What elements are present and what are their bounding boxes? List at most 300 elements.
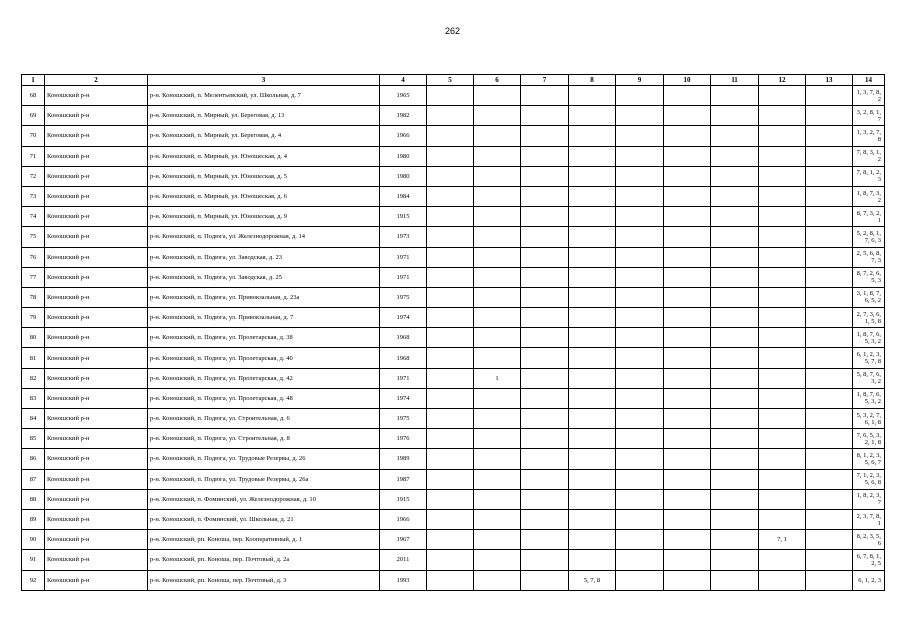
table-cell: 8, 7, 2, 6, 5, 3 bbox=[853, 267, 885, 287]
table-cell: Коношский р-н bbox=[45, 287, 148, 307]
table-cell bbox=[711, 267, 759, 287]
table-cell: р-н. Коношский, п. Подюга, ул. Привокзальная, д. 23а bbox=[148, 287, 380, 307]
table-cell bbox=[569, 247, 616, 267]
table-cell bbox=[711, 287, 759, 307]
table-cell bbox=[521, 166, 569, 186]
table-cell bbox=[616, 186, 664, 206]
table-cell bbox=[759, 449, 806, 469]
table-cell bbox=[759, 368, 806, 388]
table-cell bbox=[616, 287, 664, 307]
table-cell bbox=[474, 247, 521, 267]
table-cell bbox=[474, 86, 521, 106]
table-cell bbox=[616, 368, 664, 388]
table-row bbox=[22, 530, 885, 550]
table-cell: 1966 bbox=[380, 509, 427, 529]
table-cell: 1973 bbox=[380, 227, 427, 247]
table-cell bbox=[711, 186, 759, 206]
table-cell bbox=[569, 186, 616, 206]
table-cell bbox=[616, 126, 664, 146]
table-cell bbox=[664, 106, 711, 126]
column-header: 8 bbox=[569, 75, 616, 86]
table-cell bbox=[521, 429, 569, 449]
table-cell bbox=[474, 550, 521, 570]
table-cell bbox=[616, 247, 664, 267]
table-cell: р-н. Коношский, п. Фоминский, ул. Школьная, д. 21 bbox=[148, 509, 380, 529]
table-row bbox=[22, 550, 885, 570]
table-cell bbox=[759, 348, 806, 368]
table-cell bbox=[569, 267, 616, 287]
table-cell bbox=[427, 368, 474, 388]
table-cell bbox=[759, 287, 806, 307]
table-cell: р-н. Коношский, п. Подюга, ул. Пролетарская, д. 48 bbox=[148, 388, 380, 408]
table-cell bbox=[664, 287, 711, 307]
table-cell bbox=[474, 287, 521, 307]
table-cell: 73 bbox=[22, 186, 45, 206]
table-cell bbox=[806, 429, 853, 449]
table-cell: 1 bbox=[474, 368, 521, 388]
table-cell: 1968 bbox=[380, 348, 427, 368]
table-cell: 80 bbox=[22, 328, 45, 348]
table-cell bbox=[616, 227, 664, 247]
table-cell: 2, 5, 6, 8, 7, 3 bbox=[853, 247, 885, 267]
table-cell bbox=[616, 550, 664, 570]
table-cell: р-н. Коношский, рп. Коноша, пер. Кооперативный, д. 1 bbox=[148, 530, 380, 550]
table-cell: 7, 1, 2, 3, 5, 6, 8 bbox=[853, 469, 885, 489]
table-cell bbox=[521, 207, 569, 227]
table-cell bbox=[474, 449, 521, 469]
table-cell: 87 bbox=[22, 469, 45, 489]
table-cell bbox=[616, 530, 664, 550]
table-cell: 72 bbox=[22, 166, 45, 186]
table-cell bbox=[806, 126, 853, 146]
table-cell: 1, 3, 7, 8, 2 bbox=[853, 86, 885, 106]
table-cell bbox=[711, 489, 759, 509]
table-cell bbox=[569, 429, 616, 449]
table-cell: Коношский р-н bbox=[45, 207, 148, 227]
table-cell bbox=[474, 409, 521, 429]
table-cell bbox=[427, 106, 474, 126]
table-cell: Коношский р-н bbox=[45, 489, 148, 509]
table-row bbox=[22, 106, 885, 126]
table-cell: 8, 2, 3, 5, 6 bbox=[853, 530, 885, 550]
table-cell bbox=[521, 267, 569, 287]
table-row bbox=[22, 388, 885, 408]
table-cell: 1, 8, 7, 6, 5, 3, 2 bbox=[853, 388, 885, 408]
table-cell bbox=[474, 126, 521, 146]
table-cell bbox=[759, 409, 806, 429]
table-cell bbox=[521, 86, 569, 106]
table-cell: 84 bbox=[22, 409, 45, 429]
table-cell bbox=[759, 247, 806, 267]
table-cell: р-н. Коношский, п. Подюга, ул. Трудовые Резервы, д. 26 bbox=[148, 449, 380, 469]
table-cell: 1974 bbox=[380, 308, 427, 328]
table-cell bbox=[569, 308, 616, 328]
table-cell bbox=[521, 348, 569, 368]
table-cell bbox=[569, 530, 616, 550]
table-cell: Коношский р-н bbox=[45, 247, 148, 267]
table-cell bbox=[806, 146, 853, 166]
table-row bbox=[22, 489, 885, 509]
table-cell: Коношский р-н bbox=[45, 388, 148, 408]
data-table bbox=[21, 74, 885, 591]
column-header: 1 bbox=[22, 75, 45, 86]
table-cell bbox=[616, 308, 664, 328]
table-cell: Коношский р-н bbox=[45, 308, 148, 328]
table-row bbox=[22, 409, 885, 429]
table-cell: 8, 7, 3, 2, 1 bbox=[853, 207, 885, 227]
table-cell bbox=[759, 489, 806, 509]
table-cell bbox=[806, 550, 853, 570]
column-header: 10 bbox=[664, 75, 711, 86]
table-cell: Коношский р-н bbox=[45, 530, 148, 550]
table-cell: 1982 bbox=[380, 106, 427, 126]
table-cell: 1987 bbox=[380, 469, 427, 489]
table-cell bbox=[806, 570, 853, 590]
table-cell bbox=[664, 368, 711, 388]
table-cell: р-н. Коношский, п. Мирный, ул. Юношеская, д. 9 bbox=[148, 207, 380, 227]
table-cell bbox=[616, 429, 664, 449]
table-cell bbox=[711, 126, 759, 146]
table-cell bbox=[759, 126, 806, 146]
table-cell bbox=[711, 166, 759, 186]
table-cell bbox=[521, 388, 569, 408]
table-cell: 5, 3, 2, 7, 6, 1, 8 bbox=[853, 409, 885, 429]
table-cell bbox=[427, 429, 474, 449]
table-cell: 85 bbox=[22, 429, 45, 449]
table-cell: р-н. Коношский, п. Фоминский, ул. Железнодорожная, д. 10 bbox=[148, 489, 380, 509]
table-cell: 1971 bbox=[380, 368, 427, 388]
table-cell: 1915 bbox=[380, 207, 427, 227]
table-cell: Коношский р-н bbox=[45, 267, 148, 287]
table-cell bbox=[521, 308, 569, 328]
table-cell bbox=[664, 86, 711, 106]
table-cell bbox=[711, 469, 759, 489]
table-cell bbox=[664, 429, 711, 449]
table-cell: Коношский р-н bbox=[45, 368, 148, 388]
table-cell: Коношский р-н bbox=[45, 409, 148, 429]
table-cell bbox=[427, 449, 474, 469]
table-cell: Коношский р-н bbox=[45, 146, 148, 166]
table-cell bbox=[616, 469, 664, 489]
table-cell bbox=[521, 227, 569, 247]
table-cell bbox=[427, 126, 474, 146]
table-cell: 1, 8, 7, 3, 2 bbox=[853, 186, 885, 206]
table-cell bbox=[806, 207, 853, 227]
table-cell bbox=[711, 509, 759, 529]
table-cell: 2, 7, 3, 6, 1, 5, 8 bbox=[853, 308, 885, 328]
table-cell: 6, 7, 8, 1, 2, 5 bbox=[853, 550, 885, 570]
table-cell: р-н. Коношский, п. Подюга, ул. Пролетарская, д. 38 bbox=[148, 328, 380, 348]
table-cell: 7, 8, 3, 1, 2 bbox=[853, 146, 885, 166]
table-cell: Коношский р-н bbox=[45, 429, 148, 449]
table-cell bbox=[616, 146, 664, 166]
table-cell bbox=[759, 429, 806, 449]
table-cell bbox=[664, 328, 711, 348]
table-cell bbox=[664, 146, 711, 166]
table-cell bbox=[806, 166, 853, 186]
table-cell bbox=[521, 126, 569, 146]
table-cell bbox=[806, 348, 853, 368]
table-cell bbox=[474, 207, 521, 227]
table-cell: 86 bbox=[22, 449, 45, 469]
table-cell bbox=[806, 267, 853, 287]
table-cell: 68 bbox=[22, 86, 45, 106]
table-cell: 2, 3, 7, 8, 1 bbox=[853, 509, 885, 529]
table-cell: р-н. Коношский, п. Подюга, ул. Строительная, д. 6 bbox=[148, 409, 380, 429]
table-cell: Коношский р-н bbox=[45, 186, 148, 206]
table-cell: 5, 8, 7, 6, 3, 2 bbox=[853, 368, 885, 388]
table-cell bbox=[759, 469, 806, 489]
table-cell bbox=[711, 570, 759, 590]
table-cell bbox=[664, 530, 711, 550]
table-cell bbox=[759, 328, 806, 348]
table-row bbox=[22, 287, 885, 307]
table-cell: 7, 1 bbox=[759, 530, 806, 550]
table-cell: р-н. Коношский, п. Подюга, ул. Пролетарская, д. 40 bbox=[148, 348, 380, 368]
column-header: 4 bbox=[380, 75, 427, 86]
table-cell bbox=[806, 308, 853, 328]
table-cell: 83 bbox=[22, 388, 45, 408]
table-cell: 1, 8, 2, 3, 7 bbox=[853, 489, 885, 509]
table-cell bbox=[759, 267, 806, 287]
table-cell bbox=[711, 86, 759, 106]
table-cell: Коношский р-н bbox=[45, 166, 148, 186]
table-cell bbox=[759, 388, 806, 408]
table-cell bbox=[711, 368, 759, 388]
table-cell bbox=[427, 86, 474, 106]
column-header: 7 bbox=[521, 75, 569, 86]
table-cell bbox=[664, 207, 711, 227]
table-cell bbox=[474, 509, 521, 529]
table-cell: 71 bbox=[22, 146, 45, 166]
table-cell bbox=[711, 429, 759, 449]
table-cell bbox=[759, 207, 806, 227]
table-cell bbox=[759, 509, 806, 529]
table-cell: 70 bbox=[22, 126, 45, 146]
table-cell bbox=[427, 186, 474, 206]
table-cell bbox=[664, 449, 711, 469]
table-cell bbox=[427, 166, 474, 186]
table-cell bbox=[474, 429, 521, 449]
table-cell bbox=[759, 308, 806, 328]
table-cell: р-н. Коношский, п. Мелентьевский, ул. Школьная, д. 7 bbox=[148, 86, 380, 106]
table-cell bbox=[521, 146, 569, 166]
table-cell bbox=[759, 146, 806, 166]
table-cell: р-н. Коношский, п. Мирный, ул. Юношеская, д. 6 bbox=[148, 186, 380, 206]
table-cell bbox=[569, 207, 616, 227]
table-cell: 1980 bbox=[380, 166, 427, 186]
table-cell bbox=[711, 227, 759, 247]
table-cell bbox=[664, 247, 711, 267]
table-cell bbox=[664, 308, 711, 328]
table-cell bbox=[664, 126, 711, 146]
table-cell bbox=[569, 388, 616, 408]
table-cell: 79 bbox=[22, 308, 45, 328]
table-cell: 1993 bbox=[380, 570, 427, 590]
table-cell bbox=[569, 550, 616, 570]
table-cell bbox=[569, 489, 616, 509]
table-cell bbox=[664, 388, 711, 408]
table-cell: 1968 bbox=[380, 328, 427, 348]
table-body bbox=[22, 86, 885, 591]
table-cell: 5, 7, 8 bbox=[569, 570, 616, 590]
table-cell: р-н. Коношский, п. Подюга, ул. Привокзальная, д. 7 bbox=[148, 308, 380, 328]
table-cell: 1967 bbox=[380, 530, 427, 550]
table-cell bbox=[711, 207, 759, 227]
table-cell: 8, 1, 2, 3, 5, 6, 7 bbox=[853, 449, 885, 469]
table-cell bbox=[569, 287, 616, 307]
table-cell bbox=[569, 106, 616, 126]
table-cell: р-н. Коношский, п. Подюга, ул. Заводская, д. 25 bbox=[148, 267, 380, 287]
table-cell bbox=[427, 509, 474, 529]
table-cell bbox=[474, 328, 521, 348]
table-cell bbox=[474, 308, 521, 328]
table-cell: 1971 bbox=[380, 247, 427, 267]
table-cell bbox=[711, 530, 759, 550]
table-cell bbox=[474, 530, 521, 550]
table-cell bbox=[521, 186, 569, 206]
table-cell bbox=[664, 570, 711, 590]
table-cell bbox=[521, 409, 569, 429]
table-cell: р-н. Коношский, п. Мирный, ул. Береговая, д. 4 bbox=[148, 126, 380, 146]
table-cell: 1965 bbox=[380, 86, 427, 106]
table-cell bbox=[806, 106, 853, 126]
column-header: 2 bbox=[45, 75, 148, 86]
table-cell bbox=[711, 409, 759, 429]
table-cell bbox=[616, 207, 664, 227]
table-row bbox=[22, 509, 885, 529]
table-cell bbox=[664, 227, 711, 247]
table-cell: 88 bbox=[22, 489, 45, 509]
table-cell bbox=[427, 247, 474, 267]
table-cell bbox=[711, 388, 759, 408]
table-cell bbox=[474, 267, 521, 287]
table-cell bbox=[569, 509, 616, 529]
table-cell: 1989 bbox=[380, 449, 427, 469]
table-cell bbox=[427, 308, 474, 328]
table-cell bbox=[759, 570, 806, 590]
table-cell bbox=[759, 106, 806, 126]
table-cell bbox=[616, 328, 664, 348]
table-cell bbox=[569, 227, 616, 247]
table-cell bbox=[427, 489, 474, 509]
header-row bbox=[22, 75, 885, 86]
table-cell bbox=[664, 166, 711, 186]
table-cell bbox=[664, 509, 711, 529]
table-cell bbox=[711, 550, 759, 570]
table-row bbox=[22, 86, 885, 106]
table-cell bbox=[569, 328, 616, 348]
table-cell bbox=[806, 530, 853, 550]
table-cell: 75 bbox=[22, 227, 45, 247]
table-cell: Коношский р-н bbox=[45, 348, 148, 368]
table-cell bbox=[569, 348, 616, 368]
table-cell bbox=[474, 348, 521, 368]
page-number: 262 bbox=[444, 26, 461, 36]
table-cell bbox=[711, 106, 759, 126]
table-cell bbox=[427, 227, 474, 247]
table-cell bbox=[521, 570, 569, 590]
table-cell bbox=[474, 489, 521, 509]
table-cell bbox=[759, 186, 806, 206]
table-cell: Коношский р-н bbox=[45, 86, 148, 106]
table-row bbox=[22, 429, 885, 449]
table-cell: 6, 1, 2, 3, 5, 7, 8 bbox=[853, 348, 885, 368]
column-header: 12 bbox=[759, 75, 806, 86]
table-cell: 7, 6, 5, 3, 2, 1, 8 bbox=[853, 429, 885, 449]
table-cell: 1975 bbox=[380, 287, 427, 307]
table-cell bbox=[806, 368, 853, 388]
table-cell bbox=[806, 247, 853, 267]
table-cell bbox=[427, 207, 474, 227]
table-cell: Коношский р-н bbox=[45, 469, 148, 489]
table-cell bbox=[474, 166, 521, 186]
table-cell: Коношский р-н bbox=[45, 570, 148, 590]
table-row bbox=[22, 570, 885, 590]
table-cell: 69 bbox=[22, 106, 45, 126]
table-cell: р-н. Коношский, рп. Коноша, пер. Почтовый, д. 3 bbox=[148, 570, 380, 590]
table-cell bbox=[427, 570, 474, 590]
table-cell: 1971 bbox=[380, 267, 427, 287]
table-cell: 3, 1, 8, 7, 6, 5, 2 bbox=[853, 287, 885, 307]
table-cell: р-н. Коношский, п. Мирный, ул. Береговая, д. 13 bbox=[148, 106, 380, 126]
table-cell: р-н. Коношский, п. Подюга, ул. Железнодорожная, д. 14 bbox=[148, 227, 380, 247]
table-cell bbox=[616, 267, 664, 287]
table-cell: р-н. Коношский, п. Подюга, ул. Строительная, д. 8 bbox=[148, 429, 380, 449]
column-header: 3 bbox=[148, 75, 380, 86]
table-cell bbox=[521, 509, 569, 529]
table-cell bbox=[427, 146, 474, 166]
table-cell bbox=[806, 287, 853, 307]
table-cell bbox=[521, 550, 569, 570]
table-cell bbox=[427, 388, 474, 408]
table-cell bbox=[569, 469, 616, 489]
table-cell bbox=[427, 267, 474, 287]
table-row bbox=[22, 348, 885, 368]
table-cell: 1966 bbox=[380, 126, 427, 146]
table-cell bbox=[806, 186, 853, 206]
table-row bbox=[22, 227, 885, 247]
table-cell bbox=[521, 287, 569, 307]
table-cell bbox=[711, 328, 759, 348]
table-row bbox=[22, 469, 885, 489]
table-cell bbox=[427, 328, 474, 348]
table-row bbox=[22, 126, 885, 146]
table-cell bbox=[569, 368, 616, 388]
table-cell bbox=[521, 368, 569, 388]
table-cell bbox=[711, 348, 759, 368]
table-cell: р-н. Коношский, п. Мирный, ул. Юношеская, д. 4 bbox=[148, 146, 380, 166]
table-cell bbox=[427, 550, 474, 570]
table-cell: р-н. Коношский, п. Мирный, ул. Юношеская, д. 5 bbox=[148, 166, 380, 186]
table-cell bbox=[474, 227, 521, 247]
table-cell bbox=[427, 409, 474, 429]
table-row bbox=[22, 449, 885, 469]
table-cell bbox=[616, 409, 664, 429]
table-cell: р-н. Коношский, рп. Коноша, пер. Почтовый, д. 2а bbox=[148, 550, 380, 570]
table-cell bbox=[711, 146, 759, 166]
table-cell bbox=[616, 86, 664, 106]
table-cell: 89 bbox=[22, 509, 45, 529]
table-cell bbox=[806, 509, 853, 529]
table-cell bbox=[521, 449, 569, 469]
table-cell: 7, 8, 1, 2, 3 bbox=[853, 166, 885, 186]
table-cell bbox=[569, 126, 616, 146]
table-cell: Коношский р-н bbox=[45, 550, 148, 570]
table-row bbox=[22, 328, 885, 348]
table-cell bbox=[806, 328, 853, 348]
table-cell bbox=[521, 530, 569, 550]
